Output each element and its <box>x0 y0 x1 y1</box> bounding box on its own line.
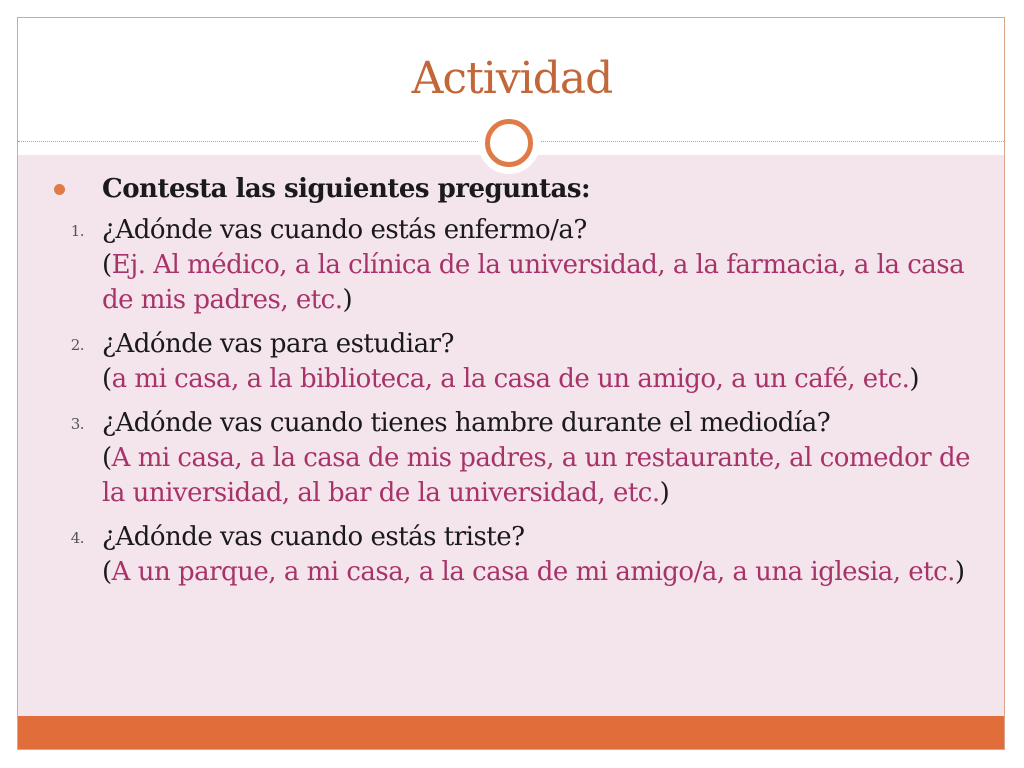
question-text: ¿Adónde vas cuando tienes hambre durante el mediodía? <box>102 408 831 438</box>
slide-body <box>44 172 984 599</box>
answer-examples: A mi casa, a la casa de mis padres, a un restaurante, al comedor de la universidad, al bar de la universidad, etc. <box>102 443 971 508</box>
answer-examples: A un parque, a mi casa, a la casa de mi amigo/a, a una iglesia, etc. <box>111 557 955 587</box>
question-text: ¿Adónde vas cuando estás triste? <box>102 522 525 552</box>
question-number: 3. <box>70 415 84 433</box>
answer-text: (a mi casa, a la biblioteca, a la casa de un amigo, a un café, etc.) <box>102 364 920 394</box>
answer-text: (Ej. Al médico, a la clínica de la universidad, a la farmacia, a la casa de mis padres, etc.) <box>102 250 965 315</box>
question-item-4 <box>44 520 984 590</box>
question-text: ¿Adónde vas para estudiar? <box>102 329 454 359</box>
answer-text: (A un parque, a mi casa, a la casa de mi amigo/a, a una iglesia, etc.) <box>102 557 965 587</box>
intro-text: Contesta las siguientes preguntas: <box>102 174 591 204</box>
intro-bullet <box>44 172 984 207</box>
question-item-2 <box>44 327 984 397</box>
bullet-dot-icon <box>54 184 65 195</box>
question-number: 4. <box>70 529 84 547</box>
circle-ornament-icon <box>485 119 533 167</box>
answer-examples: Ej. Al médico, a la clínica de la universidad, a la farmacia, a la casa de mis padres, etc. <box>102 250 965 315</box>
slide-title: Actividad <box>411 53 613 104</box>
question-text: ¿Adónde vas cuando estás enfermo/a? <box>102 215 587 245</box>
question-number: 1. <box>70 222 84 240</box>
answer-examples: a mi casa, a la biblioteca, a la casa de un amigo, a un café, etc. <box>111 364 910 394</box>
question-item-3 <box>44 406 984 511</box>
question-number: 2. <box>70 336 84 354</box>
footer-bar <box>18 716 1004 749</box>
answer-text: (A mi casa, a la casa de mis padres, a un restaurante, al comedor de la universidad, al bar de la universidad, etc.) <box>102 443 971 508</box>
question-item-1 <box>44 213 984 318</box>
